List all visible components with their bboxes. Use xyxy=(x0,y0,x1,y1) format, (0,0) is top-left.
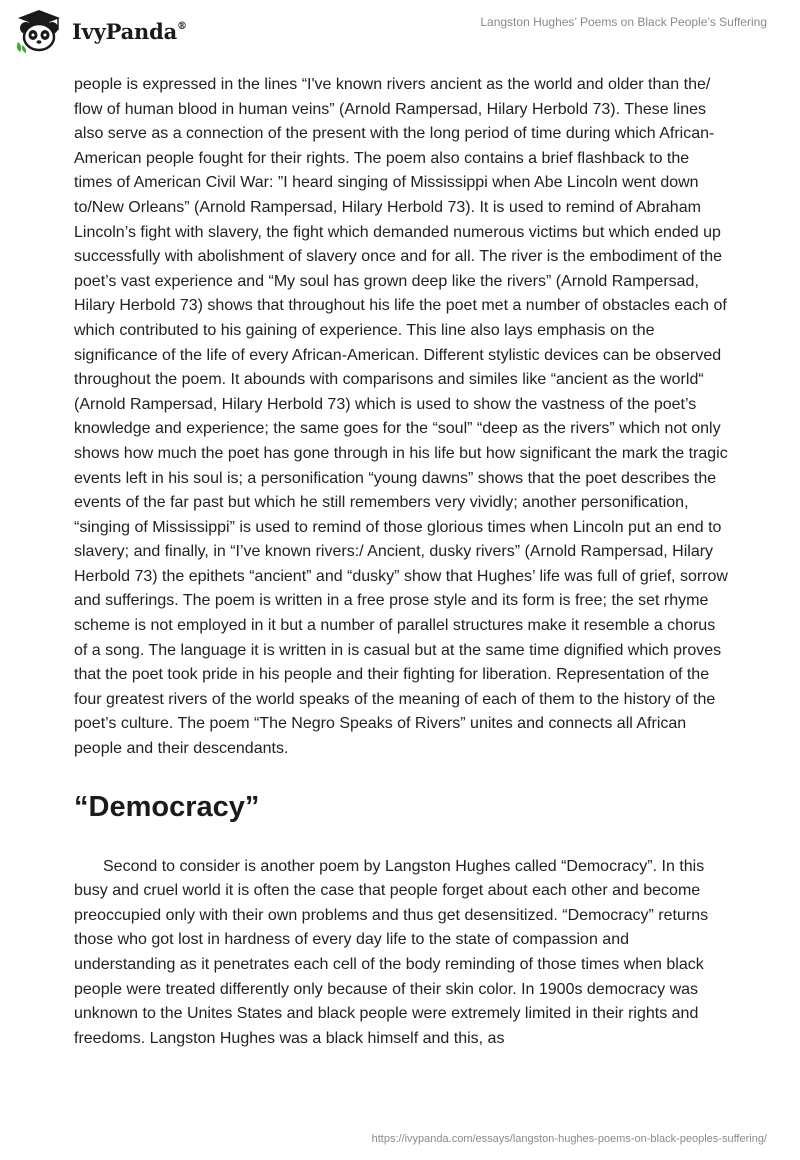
page-header xyxy=(0,0,800,60)
brand-name: IvyPanda® xyxy=(72,18,187,44)
body-paragraph: people is expressed in the lines “I've known rivers ancient as the world and older than the/ flow of human blood in human veins” (Arnold Rampersad, Hilary Herbold 73). These lines also serve as a connection of the present with the long period of time during which African-American people fought for their rights. The poem also contains a brief flashback to the times of American Civil War: ”I heard singing of Mississippi when Abe Lincoln went down to/New Orleans” (Arnold Rampersad, Hilary Herbold 73). It is used to remind of Abraham Lincoln’s fight with slavery, the fight which demanded numerous victims but which ended up successfully with abolishment of slavery once and for all. The river is the embodiment of the poet’s vast experience and “My soul has grown deep like the rivers” (Arnold Rampersad, Hilary Herbold 73) shows that throughout his life the poet met a number of obstacles each of which contributed to his gaining of experience. This line also lays emphasis on the significance of the life of every African-American. Different stylistic devices can be observed throughout the poem. It abounds with comparisons and similes like “ancient as the world“ (Arnold Rampersad, Hilary Herbold 73) which is used to show the vastness of the poet’s knowledge and experience; the same goes for the “soul” “deep as the rivers” which not only shows how much the poet has gone through in his life but how significant the mark the tragic events left in his soul is; a personification “young dawns” shows that the poet describes the events of the far past but which he still remembers very vividly; another personification, “singing of Mississippi” is used to remind of those glorious times when Lincoln put an end to slavery; and finally, in “I’ve known rivers:/ Ancient, dusky rivers” (Arnold Rampersad, Hilary Herbold 73) the epithets “ancient” and “dusky” show that Hughes’ life was full of grief, sorrow and sufferings. The poem is written in a free prose style and its form is free; the set rhyme scheme is not employed in it but a number of parallel structures make it resemble a chorus of a song. The language it is written in is casual but at the same time dignified which proves that the poet took pride in his people and their fighting for liberation. Representation of the four greatest rivers of the world speaks of the meaning of each of them to the history of the poet’s culture. The poem “The Negro Speaks of Rivers” unites and connects all African people and their descendants. xyxy=(74,76,728,758)
source-url[interactable]: https://ivypanda.com/essays/langston-hughes-poems-on-black-peoples-suffering/ xyxy=(371,1133,767,1145)
panda-graduate-icon xyxy=(14,8,64,54)
body-paragraph: Second to consider is another poem by Langston Hughes called “Democracy”. In this busy and cruel world it is often the case that people forget about each other and become preoccupied only with their own problems and thus get desensitized. “Democracy” returns those who got lost in hardness of every day life to the state of compassion and understanding as it penetrates each cell of the body reminding of those times when black people were treated differently only because of their skin color. In 1900s democracy was unknown to the Unites States and black people were extremely limited in their rights and freedoms. Langston Hughes was a black himself and this, as xyxy=(74,857,709,1047)
document-title: Langston Hughes’ Poems on Black People’s Suffering xyxy=(480,15,767,29)
section-heading: “Democracy” xyxy=(74,790,260,823)
essay-content xyxy=(74,73,730,1051)
ivypanda-logo[interactable] xyxy=(14,8,187,54)
trademark-symbol: ® xyxy=(177,20,187,32)
